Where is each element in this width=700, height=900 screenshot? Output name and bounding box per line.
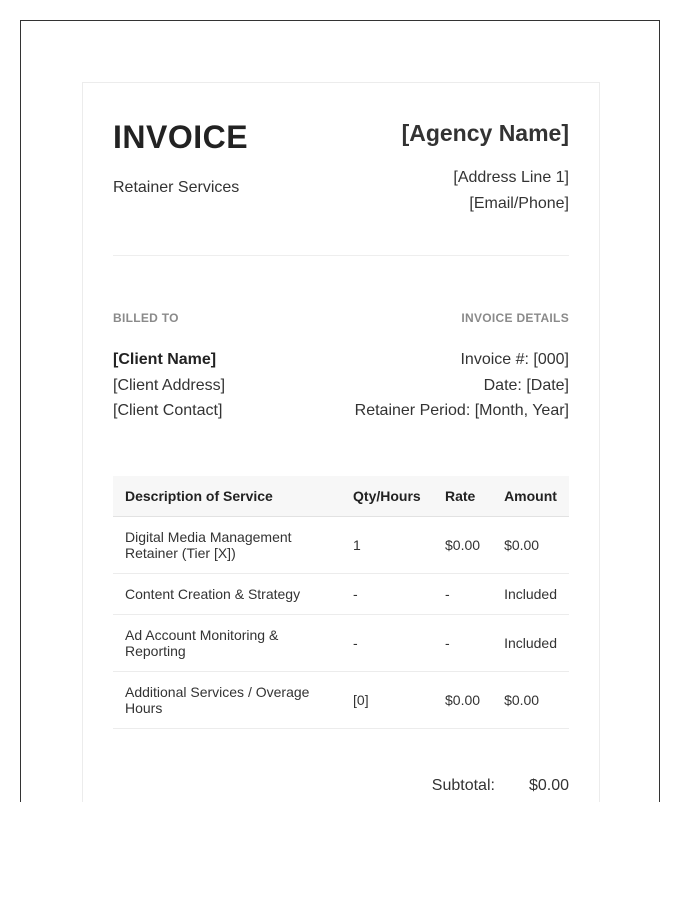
column-header-description: Description of Service — [113, 476, 341, 517]
table-row — [113, 614, 569, 671]
agency-address: [Address Line 1] — [453, 169, 569, 186]
agency-name: [Agency Name] — [401, 120, 569, 146]
service-rate: - — [433, 573, 492, 614]
service-qty: - — [341, 614, 433, 671]
table-row — [113, 671, 569, 728]
service-amount: $0.00 — [492, 671, 569, 728]
header-left — [113, 117, 248, 217]
header-right — [402, 117, 569, 217]
service-description: Content Creation & Strategy — [113, 573, 341, 614]
retainer-period: Retainer Period: [Month, Year] — [354, 402, 569, 419]
invoice-header — [113, 117, 569, 217]
service-amount: Included — [492, 573, 569, 614]
service-description: Digital Media Management Retainer (Tier [X]) — [113, 516, 341, 573]
invoice-details-label: INVOICE DETAILS — [461, 311, 569, 325]
service-amount: $0.00 — [492, 516, 569, 573]
column-header-qty: Qty/Hours — [341, 476, 433, 517]
service-rate: - — [433, 614, 492, 671]
column-header-rate: Rate — [433, 476, 492, 517]
table-row — [113, 573, 569, 614]
billed-to-block — [113, 347, 225, 424]
agency-email-phone: [Email/Phone] — [469, 195, 569, 212]
table-row — [113, 516, 569, 573]
page-frame — [20, 20, 660, 802]
services-table — [113, 476, 569, 729]
invoice-details-block — [355, 347, 569, 424]
service-qty: [0] — [341, 671, 433, 728]
invoice-date: Date: [Date] — [483, 376, 569, 394]
invoice-subtitle: Retainer Services — [113, 179, 240, 196]
service-rate: $0.00 — [433, 671, 492, 728]
section-labels — [113, 311, 569, 325]
client-name: [Client Name] — [113, 351, 217, 368]
subtotal-label: Subtotal: — [431, 776, 495, 794]
service-qty: - — [341, 573, 433, 614]
service-qty: 1 — [341, 516, 433, 573]
invoice-title: INVOICE — [113, 119, 249, 155]
client-contact: [Client Contact] — [113, 402, 223, 419]
invoice-sheet — [82, 82, 600, 802]
service-rate: $0.00 — [433, 516, 492, 573]
client-address: [Client Address] — [113, 376, 226, 394]
service-description: Additional Services / Overage Hours — [113, 671, 341, 728]
agency-contact-block — [402, 165, 569, 217]
column-header-amount: Amount — [492, 476, 569, 517]
table-header-row — [113, 476, 569, 517]
service-description: Ad Account Monitoring & Reporting — [113, 614, 341, 671]
totals-block — [113, 777, 569, 795]
service-amount: Included — [492, 614, 569, 671]
parties-block — [113, 347, 569, 424]
billed-to-label: BILLED TO — [113, 311, 179, 325]
invoice-number: Invoice #: [000] — [460, 351, 569, 368]
header-divider — [113, 255, 569, 256]
subtotal-value: $0.00 — [528, 776, 569, 794]
